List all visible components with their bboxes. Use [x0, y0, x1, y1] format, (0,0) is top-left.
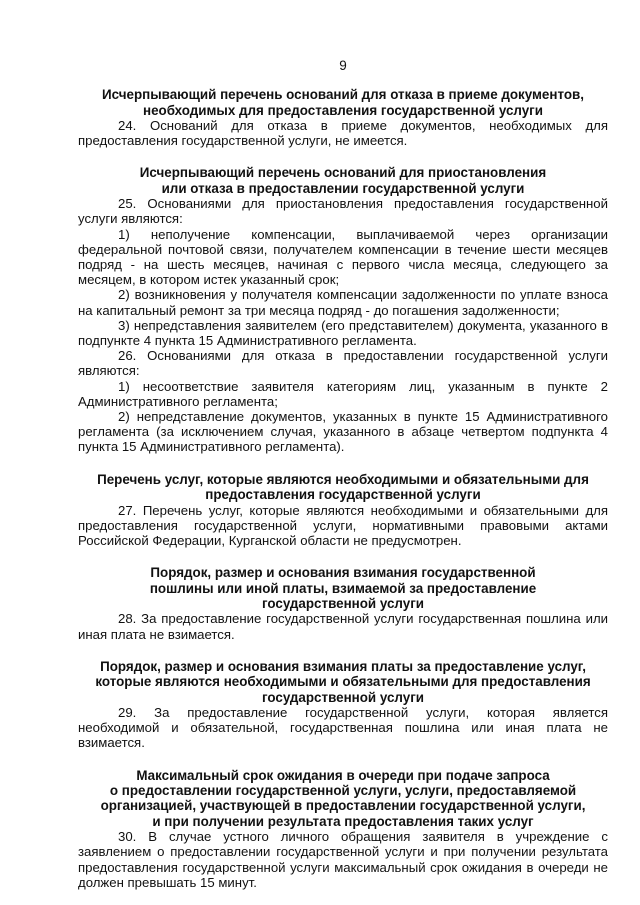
section-suspension-refusal — [78, 165, 608, 454]
paragraph: 1) несоответствие заявителя категориям лиц, указанным в пункте 2 Административного регламента; — [78, 378, 608, 409]
paragraph: 2) возникновения у получателя компенсации задолженности по уплате взноса на капитальный ремонт за три месяца подряд - до погашения задолженности; — [78, 287, 608, 318]
paragraph: 30. В случае устного личного обращения заявителя в учреждение с заявлением о предоставлении государственной услуги и при получении результата предоставления государственной услуги максимальный срок ожидания в очереди не должен превышать 15 минут. — [78, 829, 608, 890]
heading-line: необходимых для предоставления государственной услуги — [143, 102, 543, 118]
section-refusal-acceptance — [78, 87, 608, 148]
heading-line: предоставления государственной услуги — [205, 487, 481, 503]
paragraph: 1) неполучение компенсации, выплачиваемой через организации федеральной почтовой связи, получателем компенсации в течение шести месяцев подряд - на шесть месяцев, начиная с первого числа месяца, следующего за месяцем, в котором истек указанный срок; — [78, 226, 608, 288]
paragraph: 26. Основаниями для отказа в предоставлении государственной услуги являются: — [78, 348, 608, 379]
section-heading — [78, 768, 608, 830]
heading-line: Порядок, размер и основания взимания государственной — [150, 565, 536, 581]
heading-line: или отказа в предоставлении государственной услуги — [161, 180, 525, 196]
section-state-fee — [78, 565, 608, 642]
heading-line: и при получении результата предоставления таких услуг — [152, 813, 534, 829]
section-service-fee — [78, 659, 608, 751]
paragraph: 25. Основаниями для приостановления предоставления государственной услуги являются: — [78, 196, 608, 227]
heading-line: Исчерпывающий перечень оснований для приостановления — [139, 165, 547, 181]
section-heading — [78, 87, 608, 118]
section-heading — [78, 472, 608, 503]
section-heading — [78, 565, 608, 611]
paragraph: 24. Оснований для отказа в приеме документов, необходимых для предоставления государственной услуги, не имеется. — [78, 118, 608, 149]
page-number: 9 — [339, 58, 347, 73]
section-heading — [78, 659, 608, 705]
heading-line: Максимальный срок ожидания в очереди при подаче запроса — [136, 767, 550, 783]
document-page — [78, 58, 608, 890]
heading-line: организацией, участвующей в предоставлении государственной услуги, — [100, 798, 586, 814]
heading-line: государственной услуги — [261, 689, 425, 705]
heading-line: Исчерпывающий перечень оснований для отказа в приеме документов, — [102, 87, 584, 103]
heading-line: которые являются необходимыми и обязательными для предоставления — [95, 674, 591, 690]
paragraph: 27. Перечень услуг, которые являются необходимыми и обязательными для предоставления государственной услуги, нормативными правовыми актами Российской Федерации, Курганской области не предусмотрен. — [78, 502, 608, 548]
heading-line: Порядок, размер и основания взимания платы за предоставление услуг, — [100, 658, 586, 674]
section-necessary-services — [78, 472, 608, 548]
heading-line: о предоставлении государственной услуги, услуги, предоставляемой — [109, 782, 577, 798]
paragraph: 2) непредставление документов, указанных в пункте 15 Административного регламента (за исключением случая, указанного в абзаце четвертом подпункта 4 пункта 15 Административного регламента). — [78, 409, 608, 455]
heading-line: государственной услуги — [261, 595, 425, 611]
paragraph: 29. За предоставление государственной услуги, которая является необходимой и обязательной, государственная пошлина или иная плата не взимается. — [78, 704, 608, 751]
section-heading — [78, 165, 608, 196]
section-queue-waiting — [78, 768, 608, 890]
heading-line: пошлины или иной платы, взимаемой за предоставление — [149, 580, 537, 596]
heading-line: Перечень услуг, которые являются необходимыми и обязательными для — [97, 471, 589, 487]
paragraph: 3) непредставления заявителем (его представителем) документа, указанного в подпункте 4 пункта 15 Административного регламента. — [78, 317, 608, 349]
paragraph: 28. За предоставление государственной услуги государственная пошлина или иная плата не взимается. — [78, 611, 608, 642]
